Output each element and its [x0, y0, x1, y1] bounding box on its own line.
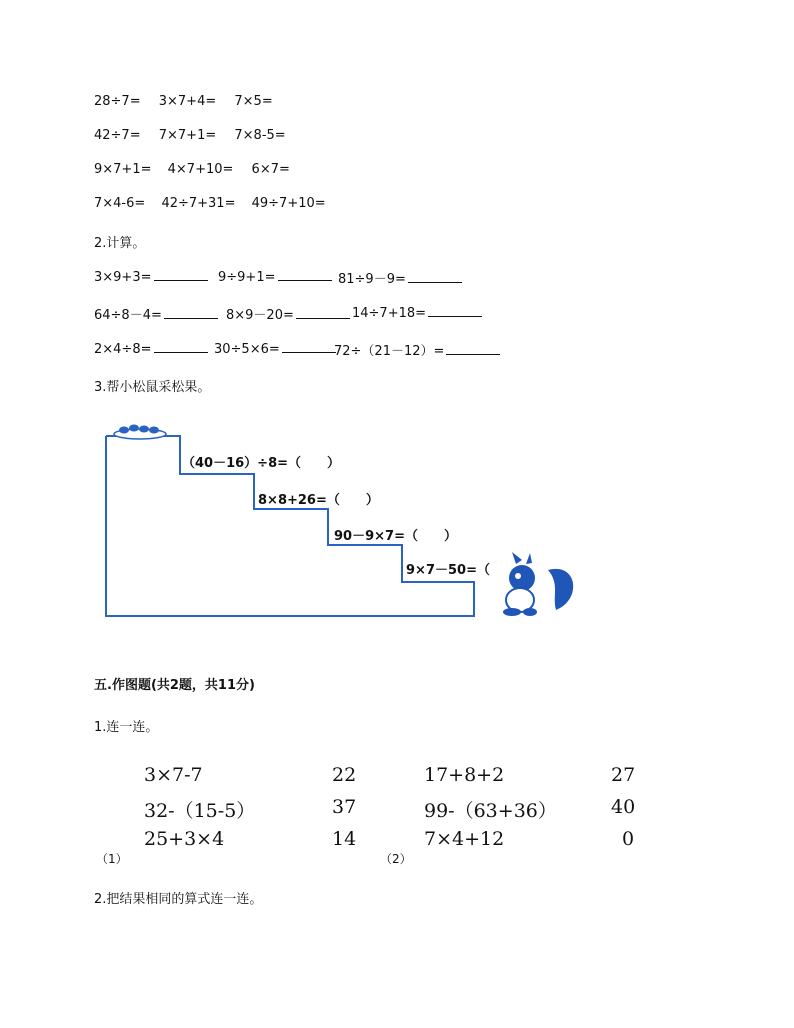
- pinecone-pile-icon: [114, 425, 166, 440]
- part1-right-3[interactable]: 14: [332, 828, 357, 850]
- expr: 8×9－20=: [226, 308, 294, 323]
- expr: 81÷9－9=: [338, 272, 406, 287]
- part2-left-1[interactable]: 17+8+2: [424, 764, 505, 786]
- calc-item: 7×7+1=: [158, 128, 217, 143]
- squirrel-icon: [503, 552, 573, 616]
- stair-step-3: 90－9×7=（ ）: [334, 529, 457, 544]
- calc-item: 7×4-6=: [94, 196, 146, 211]
- stair-step-1: （40－16）÷8=（ ）: [182, 456, 341, 471]
- part2-right-3[interactable]: 0: [622, 828, 635, 850]
- calc-item: 7×8-5=: [234, 128, 286, 143]
- part1-left-1[interactable]: 3×7-7: [144, 764, 203, 786]
- expr: 64÷8－4=: [94, 308, 162, 323]
- calc-item: 3×7+4=: [158, 94, 217, 109]
- q1-title: 1.连一连。: [94, 720, 159, 735]
- part1-left-2[interactable]: 32-（15-5）: [144, 800, 256, 822]
- section5-heading: 五.作图题(共2题，共11分): [94, 678, 255, 693]
- part2-right-2[interactable]: 40: [611, 796, 636, 818]
- part2-left-3[interactable]: 7×4+12: [424, 828, 505, 850]
- part1-right-2[interactable]: 37: [332, 796, 357, 818]
- section2-title: 2.计算。: [94, 236, 146, 251]
- expr: 30÷5×6=: [214, 342, 280, 357]
- stair-step-4: 9×7－50=（: [406, 563, 490, 578]
- expr: 72÷（21－12）=: [334, 344, 445, 359]
- expr: 2×4÷8=: [94, 342, 152, 357]
- part1-right-1[interactable]: 22: [332, 764, 357, 786]
- part2-right-1[interactable]: 27: [611, 764, 636, 786]
- part1-left-3[interactable]: 25+3×4: [144, 828, 225, 850]
- calc-item: 4×7+10=: [167, 162, 234, 177]
- part2-left-2[interactable]: 99-（63+36）: [424, 800, 557, 822]
- q2-title: 2.把结果相同的算式连一连。: [94, 892, 263, 907]
- calc-item: 7×5=: [234, 94, 273, 109]
- part1-label: （1）: [96, 852, 128, 866]
- expr: 14÷7+18=: [352, 306, 427, 321]
- expr: 3×9+3=: [94, 270, 152, 285]
- calc-item: 6×7=: [251, 162, 290, 177]
- calc-item: 9×7+1=: [94, 162, 152, 177]
- calc-item: 42÷7=: [94, 128, 141, 143]
- stair-step-2: 8×8+26=（ ）: [258, 493, 379, 508]
- part2-label: （2）: [380, 852, 412, 866]
- section3-title: 3.帮小松鼠采松果。: [94, 380, 211, 395]
- calc-item: 42÷7+31=: [161, 196, 236, 211]
- calc-item: 28÷7=: [94, 94, 141, 109]
- expr: 9÷9+1=: [218, 270, 276, 285]
- calc-item: 49÷7+10=: [251, 196, 326, 211]
